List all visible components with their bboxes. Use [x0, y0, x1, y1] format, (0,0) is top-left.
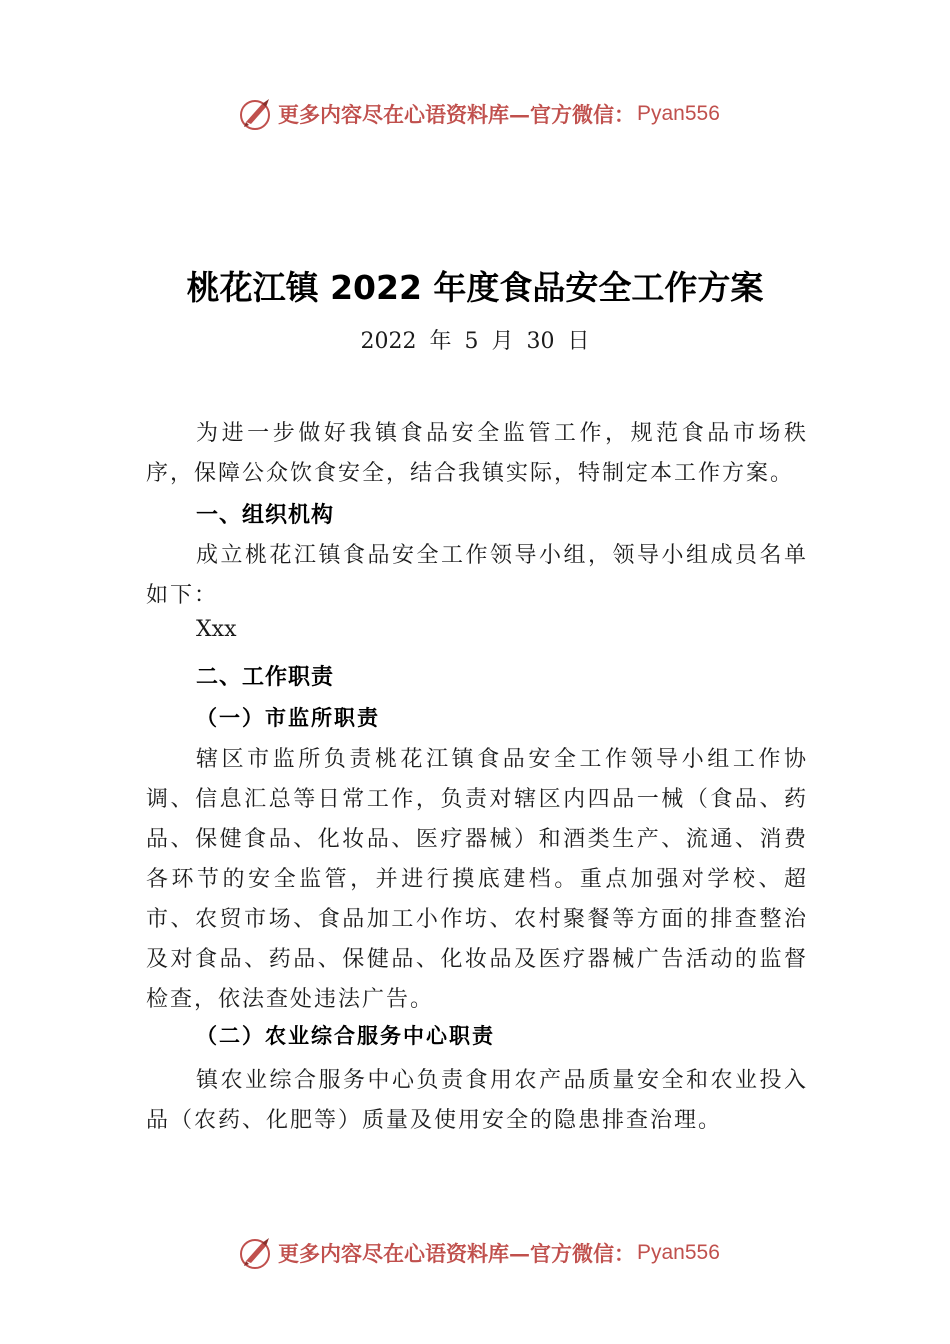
subsection-market-supervision-body: 辖区市监所负责桃花江镇食品安全工作领导小组工作协调、信息汇总等日常工作，负责对辖区内四品一械（食品、药品、保健食品、化妆品、医疗器械）和酒类生产、流通、消费各环节的安全监管，并进行摸底建档。重点加强对学校、超市、农贸市场、食品加工小作坊、农村聚餐等方面的排查整治及对食品、药品、保健品、化妆品及医疗器械广告活动的监督检查，依法查处违法广告。: [146, 747, 808, 1012]
section-heading-duties: 二、工作职责: [196, 665, 335, 690]
members-placeholder: Xxx: [196, 617, 237, 642]
document-date: 2022 年 5 月 30 日: [360, 329, 590, 354]
quill-pen-logo-icon: [238, 1235, 274, 1271]
header-watermark: [238, 94, 720, 134]
watermark-text: 更多内容尽在心语资料库: [278, 102, 509, 127]
subsection-heading-market-supervision: （一）市监所职责: [196, 705, 380, 730]
intro-paragraph: 为进一步做好我镇食品安全监管工作，规范食品市场秩序，保障公众饮食安全，结合我镇实际，特制定本工作方案。: [146, 421, 808, 486]
subsection-heading-agriculture-center: （二）农业综合服务中心职责: [196, 1023, 495, 1048]
watermark-label: 官方微信：: [530, 1241, 635, 1266]
watermark-dash: —: [509, 101, 530, 127]
footer-watermark: [238, 1233, 720, 1273]
document-title: 桃花江镇 2022 年度食品安全工作方案: [186, 268, 764, 307]
subsection-agriculture-center-body: 镇农业综合服务中心负责食用农产品质量安全和农业投入品（农药、化肥等）质量及使用安全的隐患排查治理。: [146, 1068, 808, 1133]
section-heading-organization: 一、组织机构: [196, 503, 335, 528]
watermark-dash: —: [509, 1240, 530, 1266]
quill-pen-logo-icon: [238, 96, 274, 132]
watermark-text: 更多内容尽在心语资料库: [278, 1241, 509, 1266]
section-organization-body: 成立桃花江镇食品安全工作领导小组，领导小组成员名单如下：: [146, 543, 808, 608]
watermark-wechat-id: Pyan556: [637, 102, 720, 125]
watermark-wechat-id: Pyan556: [637, 1241, 720, 1264]
watermark-label: 官方微信：: [530, 102, 635, 127]
